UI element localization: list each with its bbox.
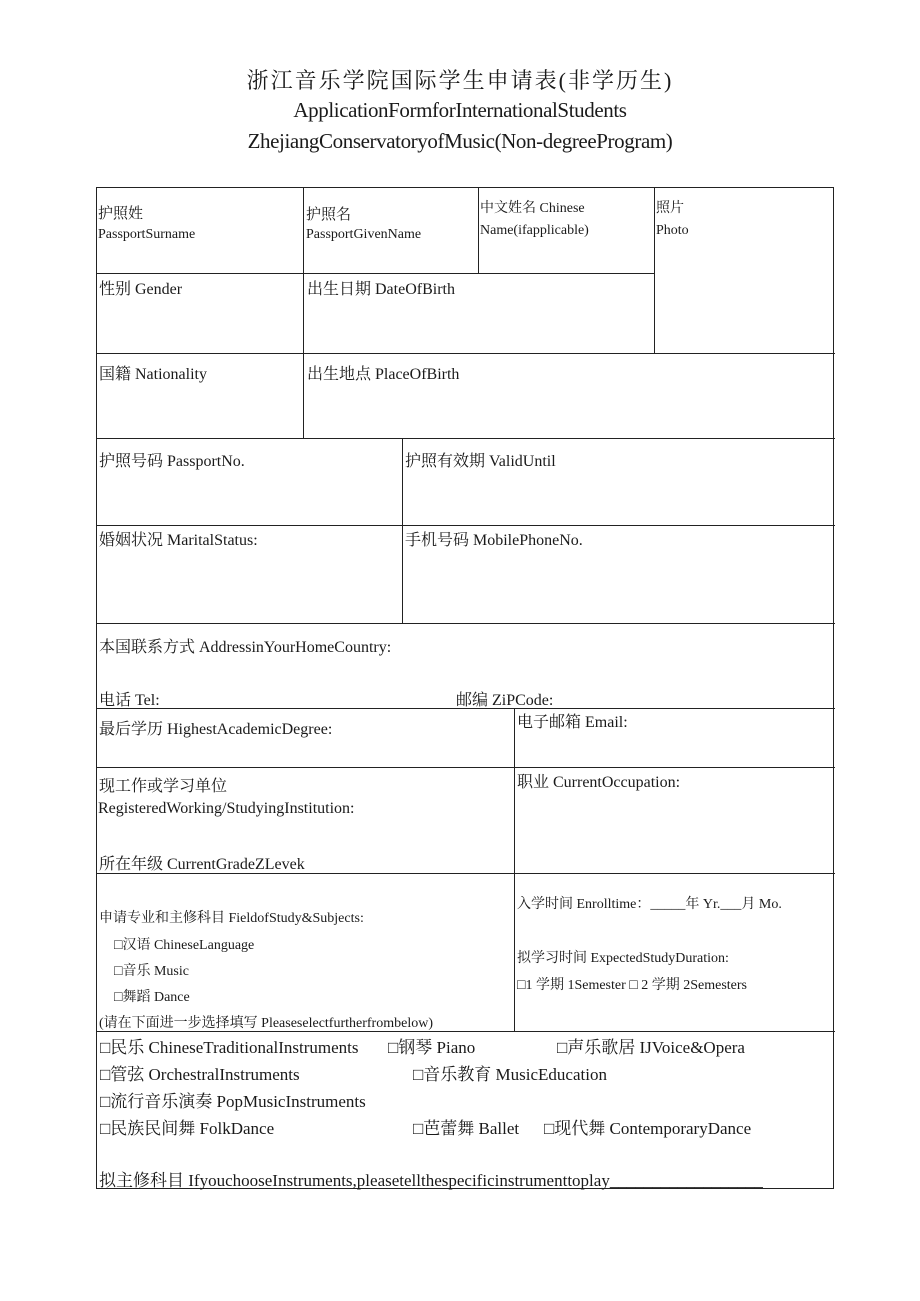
passport-no-label: 护照号码 PassportNo. (99, 453, 245, 470)
major-pop-music[interactable]: □流行音乐演奏 PopMusicInstruments (100, 1092, 366, 1111)
instrument-prompt[interactable]: 拟主修科目 IfyouchooseInstruments,pleasetellthespecificinstrumenttoplay__________________ (99, 1171, 763, 1190)
grid-line (478, 188, 479, 273)
application-form (96, 187, 834, 1189)
grid-line (97, 438, 835, 439)
valid-until-label: 护照有效期 ValidUntil (405, 453, 556, 470)
surname-label-en: PassportSurname (98, 227, 196, 242)
grid-line (97, 767, 835, 768)
grid-line (514, 708, 515, 1031)
study-duration-label: 拟学习时间 ExpectedStudyDuration: (517, 951, 729, 966)
major-chinese-traditional[interactable]: □民乐 ChineseTraditionalInstruments (100, 1038, 359, 1057)
select-further-note: (请在下面进一步选择填写 Pleaseselectfurtherfrombelow) (99, 1016, 433, 1031)
email-label: 电子邮箱 Email: (517, 714, 628, 731)
form-title-en: ApplicationFormforInternationalStudents (293, 98, 627, 122)
dob-label: 出生日期 DateOfBirth (307, 281, 455, 298)
address-label: 本国联系方式 AddressinYourHomeCountry: (99, 639, 392, 656)
tel-label: 电话 Tel: (99, 692, 160, 709)
given-name-label-cn: 护照名 (306, 207, 352, 223)
degree-label: 最后学历 HighestAcademicDegree: (99, 721, 333, 738)
occupation-label: 职业 CurrentOccupation: (517, 774, 681, 791)
form-title-cn: 浙江音乐学院国际学生申请表(非学历生) (246, 68, 674, 93)
major-piano[interactable]: □钢琴 Piano (388, 1038, 476, 1057)
institution-label-cn: 现工作或学习单位 (99, 778, 228, 795)
institution-label-en: RegisteredWorking/StudyingInstitution: (98, 800, 355, 817)
option-music[interactable]: □音乐 Music (114, 964, 189, 979)
option-chinese-language[interactable]: □汉语 ChineseLanguage (114, 938, 255, 953)
major-music-education[interactable]: □音乐教育 MusicEducation (413, 1065, 607, 1084)
study-duration-options[interactable]: □1 学期 1Semester □ 2 学期 2Semesters (517, 978, 747, 993)
grid-line (97, 273, 655, 274)
mobile-label: 手机号码 MobilePhoneNo. (405, 532, 583, 549)
major-voice-opera[interactable]: □声乐歌居 IJVoice&Opera (557, 1038, 745, 1057)
enroll-time-label: 入学时间 Enrolltime：_____年 Yr.___月 Mo. (517, 897, 782, 912)
grid-line (97, 353, 835, 354)
chinese-name-label: 中文姓名 Chinese (480, 201, 585, 216)
grid-line (654, 188, 655, 353)
major-folk-dance[interactable]: □民族民间舞 FolkDance (100, 1119, 275, 1138)
grid-line (303, 188, 304, 438)
zip-label: 邮编 ZiPCode: (456, 692, 554, 709)
form-subtitle-en: ZhejiangConservatoryofMusic(Non-degreeProgram) (247, 129, 673, 153)
given-name-label-en: PassportGivenName (306, 227, 422, 242)
major-ballet[interactable]: □芭蕾舞 Ballet (413, 1119, 520, 1138)
place-of-birth-label: 出生地点 PlaceOfBirth (307, 366, 460, 383)
option-dance[interactable]: □舞蹈 Dance (114, 990, 190, 1005)
grid-line (97, 623, 835, 624)
marital-status-label: 婚姻状况 MaritalStatus: (99, 532, 258, 549)
major-orchestral[interactable]: □管弦 OrchestralInstruments (100, 1065, 300, 1084)
grid-line (402, 438, 403, 623)
chinese-name-label-2: Name(ifapplicable) (480, 223, 589, 238)
surname-label-cn: 护照姓 (98, 206, 144, 222)
photo-label-cn: 照片 (656, 201, 684, 216)
nationality-label: 国籍 Nationality (99, 366, 207, 383)
photo-label-en: Photo (656, 223, 689, 238)
grade-label: 所在年级 CurrentGradeZLevek (99, 856, 305, 873)
major-contemporary-dance[interactable]: □现代舞 ContemporaryDance (544, 1119, 752, 1138)
grid-line (97, 525, 835, 526)
field-of-study-label: 申请专业和主修科目 FieldofStudy&Subjects: (99, 911, 364, 926)
gender-label: 性别 Gender (99, 281, 183, 298)
